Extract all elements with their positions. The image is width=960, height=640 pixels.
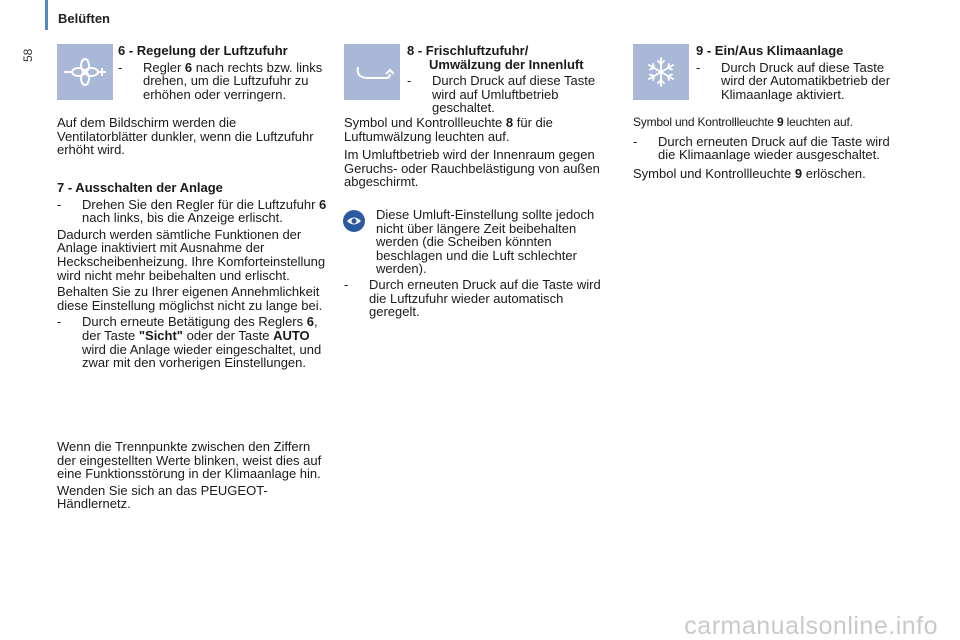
page-number: 58 <box>21 48 35 62</box>
item9-bullet2-text: Durch erneuten Druck auf die Taste wird die Klimaanlage wieder ausgeschaltet. <box>658 133 890 163</box>
item8-bullet2 <box>344 278 616 319</box>
bullet-dash: - <box>118 59 123 75</box>
item9-heading: 9 - Ein/Aus Klimaanlage <box>696 43 844 58</box>
item8-text1-pre: Symbol und Kontrollleuchte <box>344 115 506 130</box>
item7-bullet1-num: 6 <box>319 196 327 212</box>
snowflake-icon-box <box>633 44 689 100</box>
item9-text1 <box>633 116 908 130</box>
warning-block <box>57 440 327 511</box>
item8-bullet2-block <box>344 278 616 319</box>
item9-block <box>696 44 906 101</box>
item8-bullet-text: Durch Druck auf diese Taste wird auf Umluftbetrieb geschaltet. <box>432 73 596 116</box>
bullet-dash: - <box>57 196 62 212</box>
item8-text <box>344 116 616 189</box>
accent-line <box>45 0 48 30</box>
bullet-dash: - <box>696 59 701 75</box>
item8-text1-post: für die Luftumwälzung leuchten auf. <box>344 115 553 144</box>
item9-bullet <box>696 61 906 102</box>
item6-bullet-pre: Regler <box>143 59 185 75</box>
item9-bullet2 <box>633 135 908 162</box>
bullet-dash: - <box>344 277 349 292</box>
item9-text2 <box>633 167 908 181</box>
item6-bullet-post: nach rechts bzw. links drehen, um die Luftzufuhr zu erhöhen oder verringern. <box>143 59 323 102</box>
item7-block <box>57 181 327 370</box>
item8-bullet2-text: Durch erneuten Druck auf die Taste wird die Luftzufuhr wieder automatisch geregelt. <box>369 277 601 320</box>
item7-text2: Behalten Sie zu Ihrer eigenen Annehmlichkeit diese Einstellung möglichst nicht zu lange bei. <box>57 284 323 313</box>
warning-text2: Wenden Sie sich an das PEUGEOT-Händlernetz. <box>57 482 268 512</box>
item9-text1-post: leuchten auf. <box>783 115 853 129</box>
item9-text2-post: erlöschen. <box>802 165 866 181</box>
item9-text <box>633 116 908 180</box>
fan-speed-icon-box <box>57 44 113 100</box>
item6-bullet-num: 6 <box>184 59 193 75</box>
item6-block <box>118 44 330 101</box>
bullet-dash: - <box>633 133 638 149</box>
item8-text2: Im Umluftbetrieb wird der Innenraum gegen Geruchs- oder Rauchbelästigung von außen abgeschirmt. <box>344 147 600 190</box>
section-title: Belüften <box>58 11 110 26</box>
item7-bullet2-num: 6 <box>306 314 314 330</box>
item9-text1-num: 9 <box>777 115 784 129</box>
item8-heading-line1: 8 - Frischluftzufuhr/ <box>407 43 529 58</box>
item8-text1-num: 8 <box>505 115 514 130</box>
item7-bullet2-d: wird die Anlage wieder eingeschaltet, und zwar mit den vorherigen Einstellungen. <box>82 341 322 371</box>
item8-heading-line2: Umwälzung der Innenluft <box>429 56 584 72</box>
item7-bullet2-c: oder der Taste <box>182 327 274 343</box>
item7-text1: Dadurch werden sämtliche Funktionen der Anlage inaktiviert mit Ausnahme der Heckscheibenheizung. Ihre Komforteinstellung wird nicht mehr beibehalten und erlischt. <box>57 226 326 283</box>
eye-icon <box>343 210 365 232</box>
item7-bullet2-a: Durch erneute Betätigung des Reglers <box>82 314 307 330</box>
item8-note: Diese Umluft-Einstellung sollte jedoch nicht über längere Zeit beibehalten werden (die Scheiben könnten beschlagen und die Luft schlechter werden). <box>376 207 595 277</box>
item7-bullet1-post: nach links, bis die Anzeige erlischt. <box>82 210 283 226</box>
fan-speed-icon <box>60 57 110 87</box>
bullet-dash: - <box>407 73 412 89</box>
item7-bullet1 <box>57 198 327 225</box>
item7-bullet2-b: , der Taste <box>82 314 318 343</box>
watermark: carmanualsonline.info <box>684 612 938 640</box>
item9-text1-pre: Symbol und Kontrollleuchte <box>633 115 778 129</box>
item7-heading: 7 - Ausschalten der Anlage <box>57 180 223 195</box>
item7-bullet2 <box>57 315 327 369</box>
item6-heading: 6 - Regelung der Luftzufuhr <box>118 43 288 58</box>
item7-bullet2-auto: AUTO <box>273 327 310 343</box>
item8-block <box>407 44 617 115</box>
item7-bullet1-pre: Drehen Sie den Regler für die Luftzufuhr <box>82 196 320 212</box>
item6-text <box>57 116 327 157</box>
item9-bullet-text: Durch Druck auf diese Taste wird der Automatikbetrieb der Klimaanlage aktiviert. <box>721 59 891 102</box>
note-block <box>376 208 618 276</box>
item8-bullet <box>407 74 617 115</box>
item7-bullet2-sicht: "Sicht" <box>138 327 183 343</box>
recirculation-icon <box>350 57 394 87</box>
item6-bullet <box>118 61 330 102</box>
item8-text1 <box>344 116 616 143</box>
item9-text2-pre: Symbol und Kontrollleuchte <box>633 165 795 181</box>
bullet-dash: - <box>57 314 62 330</box>
recirculation-icon-box <box>344 44 400 100</box>
warning-text1: Wenn die Trennpunkte zwischen den Ziffern der eingestellten Werte blinken, weist dies auf eine Funktionsstörung in der Klimaanlage hin. <box>57 439 322 482</box>
snowflake-icon <box>643 54 679 90</box>
item6-description: Auf dem Bildschirm werden die Ventilatorblätter dunkler, wenn die Luftzufuhr erhöht wird. <box>57 115 314 158</box>
item9-text2-num: 9 <box>794 165 803 181</box>
